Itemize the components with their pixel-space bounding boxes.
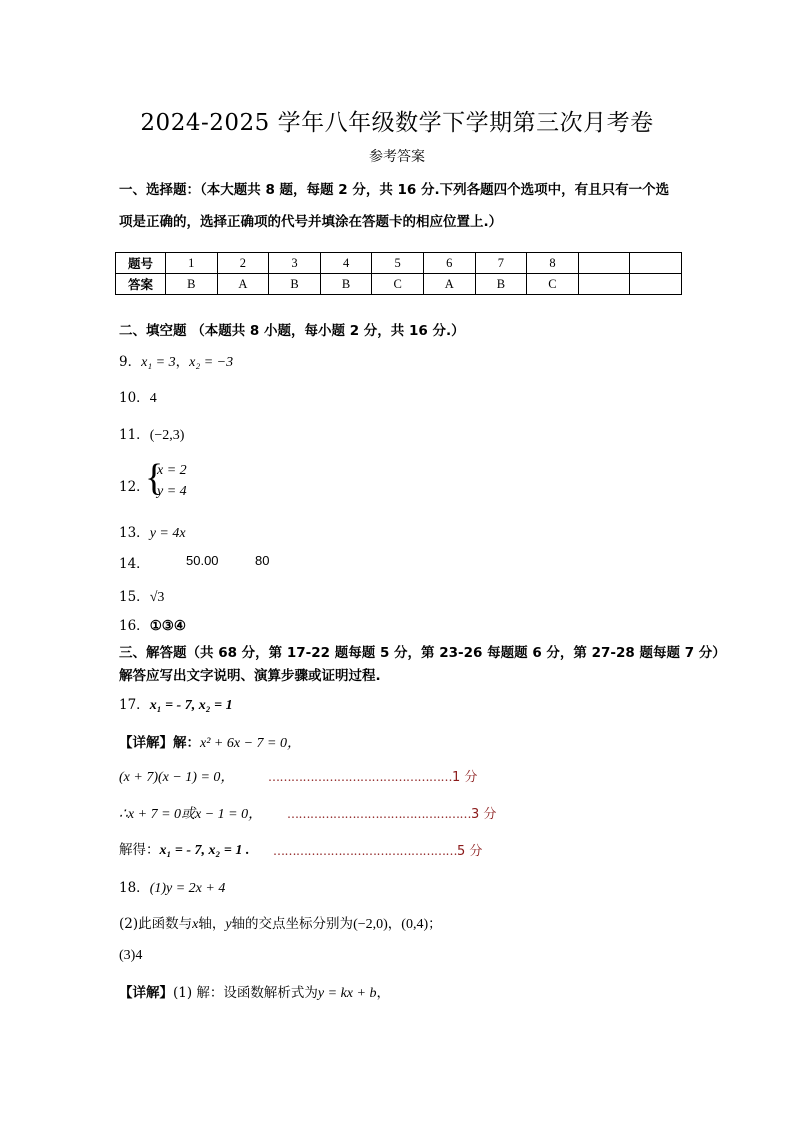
step-label: 解得： [119,842,160,858]
section2-heading: 二、填空题 （本题共 8 小题，每小题 2 分，共 16 分.） [119,323,465,339]
variable: x [192,917,199,932]
question-number: 12． [119,479,150,495]
table-cell [630,253,682,274]
question-18 [119,876,225,897]
table-cell: 7 [475,253,527,274]
q17-step-3-dots [273,840,482,859]
answer-value: √3 [149,590,165,605]
system-equation-2: y = 4 [157,484,187,499]
answer-value: (3)4 [119,948,143,963]
section3-heading: 三、解答题（共 68 分，第 17-22 题每题 5 分，第 23-26 每题题 6 分，第 27-28 题每题 7 分） [119,645,726,661]
question-number: 11． [119,427,150,443]
table-cell: 4 [320,253,372,274]
page-subtitle: 参考答案 [369,149,425,165]
section3-note: 解答应写出文字说明、演算步骤或证明过程. [119,668,381,684]
leader-dots: ………………………………………… [273,844,457,858]
point: (−2,0) [353,917,388,932]
question-10 [119,386,157,407]
table-cell [578,274,630,295]
answer-value: x₂ = −3 [189,355,234,370]
separator: ， [175,354,190,370]
question-number: 10． [119,390,150,406]
table-cell [630,274,682,295]
question-number: 13． [119,525,150,541]
score-label: 5 分 [457,844,483,859]
q17-step-2-dots [287,803,496,822]
table-cell: C [372,274,424,295]
answer-table-answer-row [116,274,682,295]
answer-value: x₁ = - 7, x₂ = 1 [149,698,233,713]
detail-label: 【详解】 [119,985,173,1001]
question-16 [119,614,186,634]
table-cell: B [475,274,527,295]
table-cell: A [217,274,269,295]
table-cell: B [166,274,218,295]
question-11 [119,423,184,444]
text: (2)此函数与 [119,916,193,932]
brace-icon: { [145,457,164,499]
section1-line2: 项是正确的，选择正确项的代号并填涂在答题卡的相应位置上.） [119,214,503,230]
q18-part-2 [119,912,442,933]
step-equation: (x + 7)(x − 1) = 0， [119,770,235,785]
text: 轴的交点坐标分别为 [231,916,354,932]
question-13 [119,521,186,542]
answer-table-answer-label: 答案 [116,274,166,295]
question-9 [119,350,233,371]
q17-step-3 [119,838,249,859]
question-15 [119,585,164,606]
score-label: 1 分 [452,770,478,785]
detail-text: (1) 解：设函数解析式为 [173,985,318,1001]
answer-value-1: 50.00 [186,553,219,568]
answer-table-number-row [116,253,682,274]
detail-label: 【详解】解： [119,735,200,751]
table-cell: 8 [527,253,579,274]
question-14 [119,552,150,572]
answer-value-2: 80 [255,553,270,568]
table-cell: 6 [423,253,475,274]
step-equation: ∴x + 7 = 0或x − 1 = 0， [119,807,263,822]
system-equation-1: x = 2 [157,463,187,478]
table-cell: B [320,274,372,295]
text: ； [428,916,442,932]
text: ， [376,985,390,1001]
q18-part-3 [119,947,142,964]
text: 轴， [198,916,226,932]
question-number: 16． [119,618,150,634]
table-cell: C [527,274,579,295]
leader-dots: ………………………………………… [268,770,452,784]
answer-value: x₁ = 3 [141,355,176,370]
answer-value: (1)y = 2x + 4 [149,881,226,896]
q17-step-2 [119,803,262,823]
separator: ， [387,916,402,932]
question-number: 14． [119,556,150,572]
answer-table-header-label: 题号 [116,253,166,274]
point: (0,4) [401,917,429,932]
question-number: 15． [119,589,150,605]
table-cell: 1 [166,253,218,274]
table-cell: A [423,274,475,295]
detail-equation: y = kx + b [317,986,377,1001]
table-cell: 2 [217,253,269,274]
variable: y [225,917,232,932]
detail-equation: x² + 6x − 7 = 0， [200,736,301,751]
question-number: 17． [119,697,150,713]
section1-line1: 一、选择题：（本大题共 8 题，每题 2 分，共 16 分.下列各题四个选项中，有且只有一个选 [119,182,670,198]
table-cell: B [269,274,321,295]
leader-dots: ………………………………………… [287,807,471,821]
table-cell [578,253,630,274]
page-title: 2024-2025 学年八年级数学下学期第三次月考卷 [140,110,654,136]
q17-step-1 [119,766,234,786]
answer-value: y = 4x [149,526,186,541]
table-cell: 5 [372,253,424,274]
answer-value: 4 [149,391,157,406]
table-cell: 3 [269,253,321,274]
answer-table [115,252,682,295]
question-number: 9． [119,354,142,370]
score-label: 3 分 [471,807,497,822]
q17-step-1-dots [268,766,477,785]
q17-detail [119,731,301,752]
answer-value: (−2,3) [149,428,185,443]
question-17 [119,693,233,714]
q18-detail [119,981,390,1002]
question-number: 18． [119,880,150,896]
step-equation: x₁ = - 7, x₂ = 1 . [159,843,250,858]
answer-value: ①③④ [149,618,186,634]
